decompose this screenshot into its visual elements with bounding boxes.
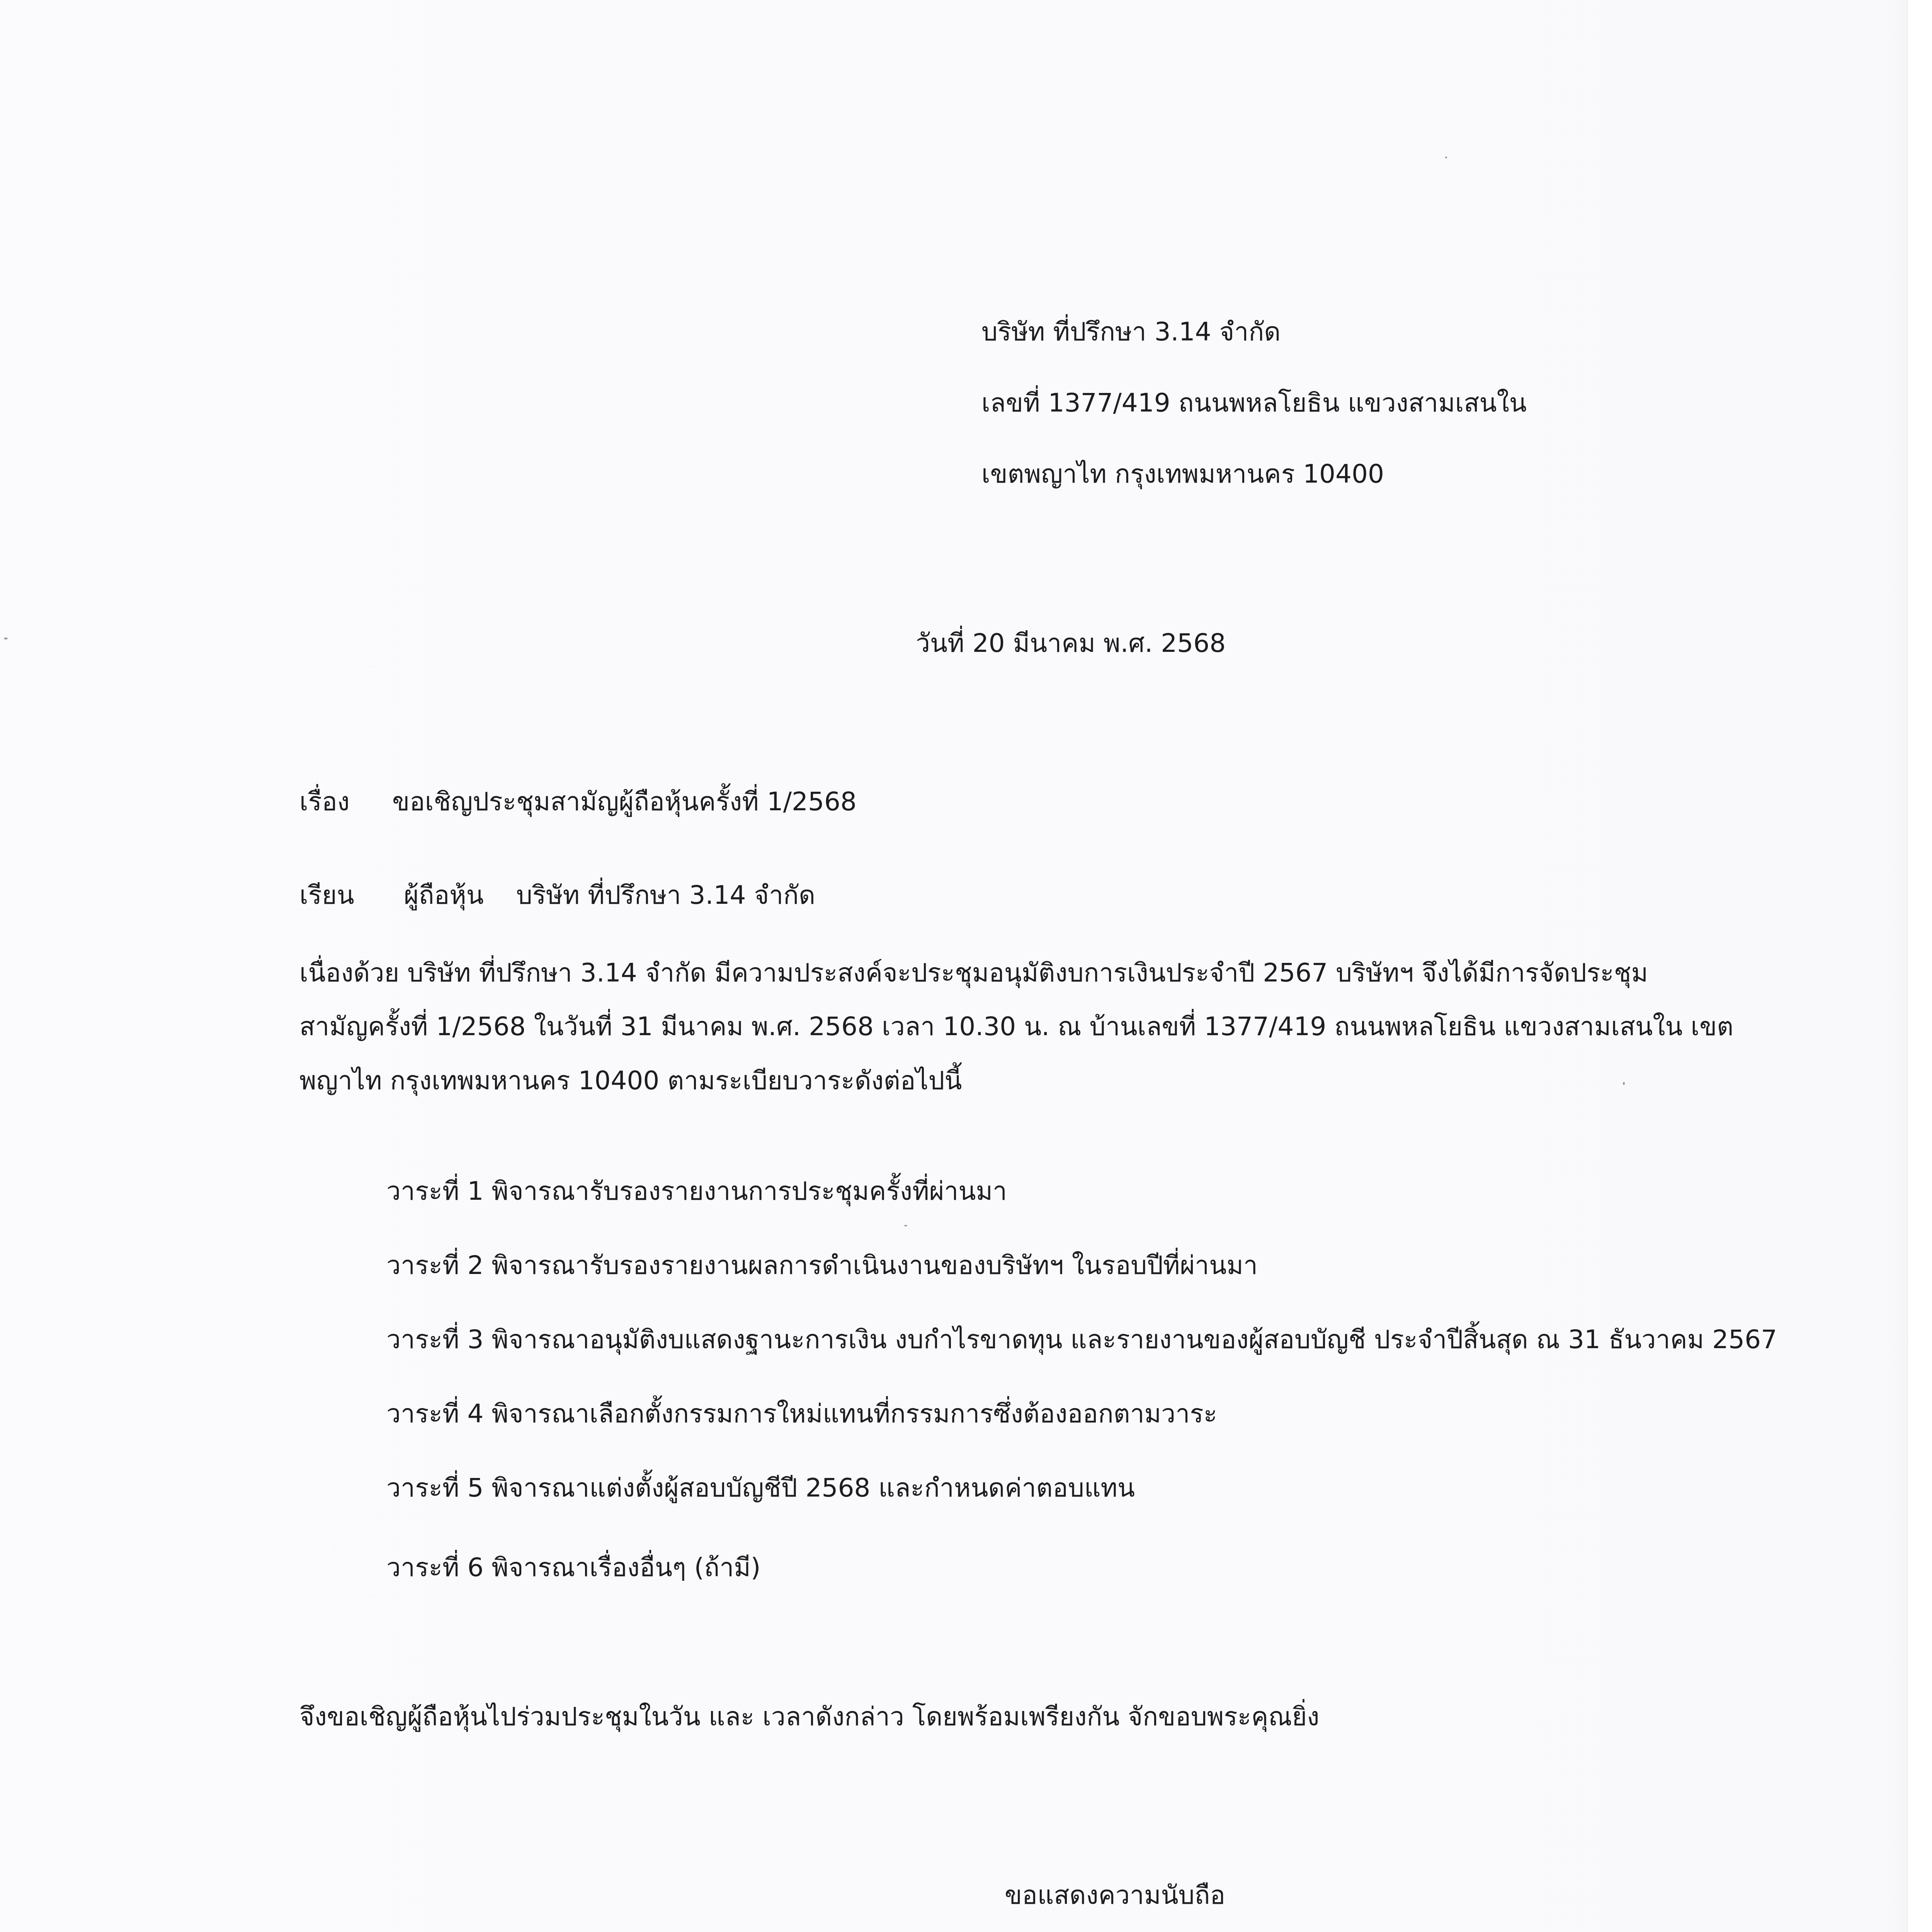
agenda-item-4: วาระที่ 4 พิจารณาเลือกตั้งกรรมการใหม่แทนที่กรรมการซึ่งต้องออกตามวาระ xyxy=(386,1399,1218,1429)
closing-invite: จึงขอเชิญผู้ถือหุ้นไปร่วมประชุมในวัน และ เวลาดังกล่าว โดยพร้อมเพรียงกัน จักขอบพระคุณยิ่ง xyxy=(299,1702,1320,1731)
body-line-3: พญาไท กรุงเทพมหานคร 10400 ตามระเบียบวาระดังต่อไปนี้ xyxy=(299,1066,962,1095)
recipient-text: ผู้ถือหุ้น บริษัท ที่ปรึกษา 3.14 จำกัด xyxy=(404,880,815,910)
agenda-item-2: วาระที่ 2 พิจารณารับรองรายงานผลการดำเนินงานของบริษัทฯ ในรอบปีที่ผ่านมา xyxy=(386,1250,1258,1280)
subject-text: ขอเชิญประชุมสามัญผู้ถือหุ้นครั้งที่ 1/2568 xyxy=(392,787,857,816)
sender-address-line1: เลขที่ 1377/419 ถนนพหลโยธิน แขวงสามเสนใน xyxy=(981,388,1527,418)
letter-date: วันที่ 20 มีนาคม พ.ศ. 2568 xyxy=(916,628,1226,658)
scan-speck xyxy=(904,1225,907,1226)
scan-speck xyxy=(4,638,8,639)
body-line-2: สามัญครั้งที่ 1/2568 ในวันที่ 31 มีนาคม พ.ศ. 2568 เวลา 10.30 น. ณ บ้านเลขที่ 1377/419 ถนนพหลโยธิน แขวงสามเสนใน เขต xyxy=(299,1012,1734,1041)
subject-row xyxy=(299,784,857,819)
sender-address-line2: เขตพญาไท กรุงเทพมหานคร 10400 xyxy=(981,459,1384,489)
agenda-item-3: วาระที่ 3 พิจารณาอนุมัติงบแสดงฐานะการเงิน งบกำไรขาดทุน และรายงานของผู้สอบบัญชี ประจำปีสิ้นสุด ณ 31 ธันวาคม 2567 xyxy=(386,1325,1777,1354)
recipient-label: เรียน xyxy=(299,880,354,910)
recipient-row xyxy=(299,878,815,913)
sender-company: บริษัท ที่ปรึกษา 3.14 จำกัด xyxy=(981,317,1281,347)
agenda-item-6: วาระที่ 6 พิจารณาเรื่องอื่นๆ (ถ้ามี) xyxy=(386,1553,761,1582)
closing-regards: ขอแสดงความนับถือ xyxy=(1005,1880,1226,1910)
scan-speck xyxy=(1445,156,1447,158)
agenda-item-1: วาระที่ 1 พิจารณารับรองรายงานการประชุมครั้งที่ผ่านมา xyxy=(386,1176,1007,1206)
scan-edge xyxy=(1907,0,1932,1932)
agenda-item-5: วาระที่ 5 พิจารณาแต่งตั้งผู้สอบบัญชีปี 2568 และกำหนดค่าตอบแทน xyxy=(386,1473,1135,1503)
body-line-1: เนื่องด้วย บริษัท ที่ปรึกษา 3.14 จำกัด มีความประสงค์จะประชุมอนุมัติงบการเงินประจำปี 2567 บริษัทฯ จึงได้มีการจัดประชุม xyxy=(299,958,1648,988)
scan-speck xyxy=(1623,1082,1625,1085)
subject-label: เรื่อง xyxy=(299,787,350,816)
